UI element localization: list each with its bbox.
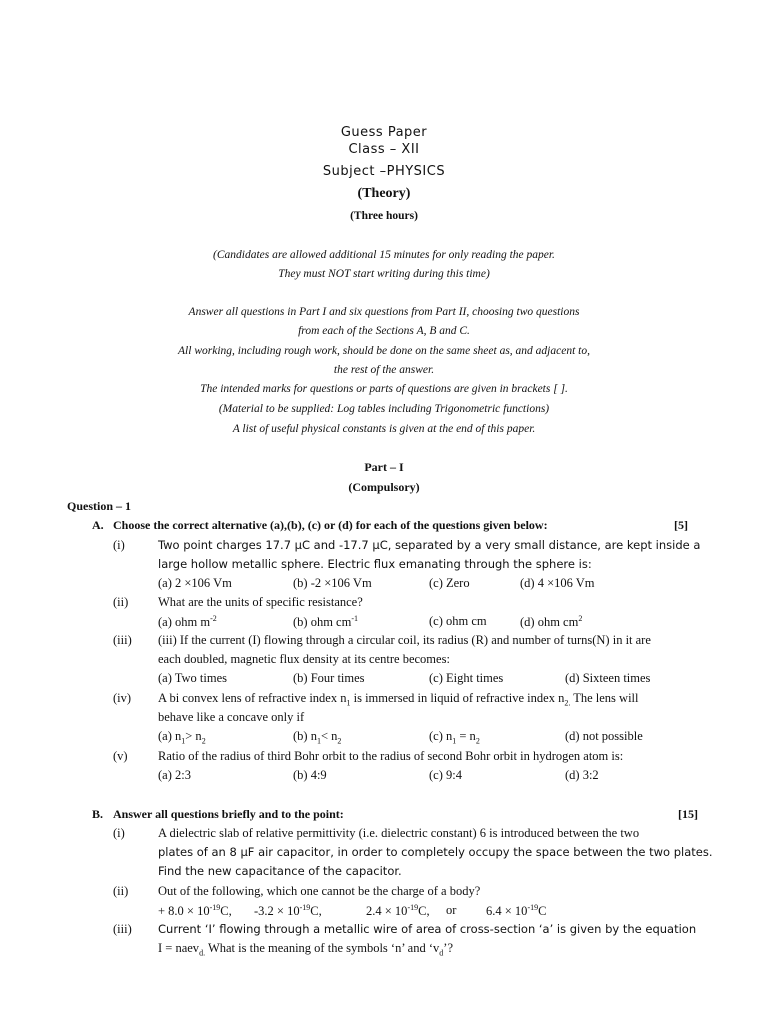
item-number: (v) [113,749,128,763]
instruction-line: The intended marks for questions or parts of questions are given in brackets [ ]. [200,383,568,395]
option: (c) Eight times [429,671,504,685]
instruction-line: They must NOT start writing during this time) [278,268,490,280]
paper-title: Guess Paper [340,125,428,140]
question-text: What are the units of specific resistance? [158,595,363,609]
question-text: Out of the following, which one cannot be the charge of a body? [158,884,481,898]
instruction-line: from each of the Sections A, B and C. [298,325,470,337]
section-a-marks: [5] [674,518,688,532]
option-text: (d) ohm cm [520,615,579,630]
question-text: Current ‘I’ flowing through a metallic wire of area of cross-section ‘a’ is given by the equation [158,922,697,936]
part-subtitle: (Compulsory) [348,480,420,494]
option: (d) 3:2 [565,768,599,782]
option: (a) 2:3 [158,768,191,782]
section-a-label: A. [92,518,104,532]
question-text-part: I = naev [158,941,200,955]
charge-text: 2.4 × 10 [366,904,408,919]
question-text: each doubled, magnetic flux density at its centre becomes: [158,652,450,666]
part-title: Part – I [364,460,404,474]
option: (a) ohm $m^{-2}$ [158,614,217,630]
class-label: Class – XII [348,142,420,157]
option: (d) ohm $cm^2$ [520,614,583,630]
question-text: behave like a concave only if [158,710,305,724]
option: (c) 9:4 [429,768,462,782]
option-text: (b) ohm cm [293,615,352,630]
item-number: (i) [113,538,125,552]
question-text: A bi convex lens of refractive index $n_1$ is immersed in liquid of refractive index $n_{2.}$ The lens will [158,691,639,708]
question-text-part: A bi convex lens of refractive index n [158,691,347,705]
duration-label: (Three hours) [350,210,418,222]
option-text: (b) n [293,729,317,743]
question-text: plates of an 8 μF air capacitor, in order to completely occupy the space between the two plates. [158,845,713,859]
instruction-line: All working, including rough work, should be done on the same sheet as, and adjacent to, [178,345,590,357]
option: (b) $n_1< n_2$ [293,729,342,746]
charge-option: $2.4 \times 10^{-19}C$, [366,903,430,919]
item-number: (iii) [113,633,132,647]
option: (c) Zero [429,576,470,590]
option: (b) -2 ×106 Vm [293,576,372,590]
item-number: (iii) [113,922,132,936]
option: (b) Four times [293,671,365,685]
item-number: (ii) [113,595,129,609]
section-b-label: B. [92,807,104,821]
option: (c) $n_1 = n_2$ [429,729,480,746]
section-b-marks: [15] [678,807,698,821]
or-word: or [446,903,457,917]
option-text: (c) n [429,729,453,743]
option: (a) Two times [158,671,228,685]
charge-option: $6.4 \times 10^{-19}C$ [486,903,547,919]
question-text: I = naev$_{d.}$ What is the meaning of the symbols ‘n’ and ‘$v_d$’? [158,941,453,958]
question-text: Find the new capacitance of the capacitor. [158,864,402,878]
question-text: large hollow metallic sphere. Electric flux emanating through the sphere is: [158,557,592,571]
instruction-line: (Material to be supplied: Log tables including Trigonometric functions) [218,403,550,415]
charge-text: + 8.0 × 10 [158,904,210,919]
question-text-part: The lens will [570,691,639,705]
option: (c) ohm cm [429,614,487,628]
instruction-line: A list of useful physical constants is given at the end of this paper. [232,423,536,435]
instruction-line: the rest of the answer. [333,364,435,376]
item-number: (ii) [113,884,129,898]
question-text: Two point charges 17.7 μC and -17.7 μC, separated by a very small distance, are kept inside a [158,538,701,552]
option: (a) 2 ×106 Vm [158,576,232,590]
option: (d) Sixteen times [565,671,651,685]
question-label: Question – 1 [67,499,132,513]
charge-option: $-3.2 \times 10^{-19}C$, [254,903,322,919]
question-text: A dielectric slab of relative permittivity (i.e. dielectric constant) 6 is introduced between the two [158,826,640,840]
item-number: (iv) [113,691,132,705]
charge-text: -3.2 × 10 [254,904,300,919]
option: (b) ohm $cm^{-1}$ [293,614,358,630]
option-text: (a) n [158,729,182,743]
option: (b) 4:9 [293,768,327,782]
section-a-text: Choose the correct alternative (a),(b), (c) or (d) for each of the questions given below: [113,518,548,532]
instruction-line: Answer all questions in Part I and six questions from Part II, choosing two questions [188,306,580,318]
charge-text: 6.4 × 10 [486,904,528,919]
question-text-part: is immersed in liquid of refractive index n [350,691,565,705]
subject-label: Subject –PHYSICS [322,164,446,179]
question-text: Ratio of the radius of third Bohr orbit to the radius of second Bohr orbit in hydrogen atom is: [158,749,624,763]
theory-label: (Theory) [357,186,411,201]
item-number: (i) [113,826,125,840]
charge-option: + $8.0 \times 10^{-19}C$, [158,903,232,919]
option: (d) not possible [565,729,643,743]
instruction-line: (Candidates are allowed additional 15 minutes for only reading the paper. [213,249,555,261]
question-text: (iii) If the current (I) flowing through a circular coil, its radius (R) and number of turns(N) in it are [158,633,651,647]
section-b-text: Answer all questions briefly and to the point: [113,807,344,821]
option: (d) 4 ×106 Vm [520,576,595,590]
option-text: (a) ohm m [158,615,211,630]
option: (a) $n_1> n_2$ [158,729,206,746]
